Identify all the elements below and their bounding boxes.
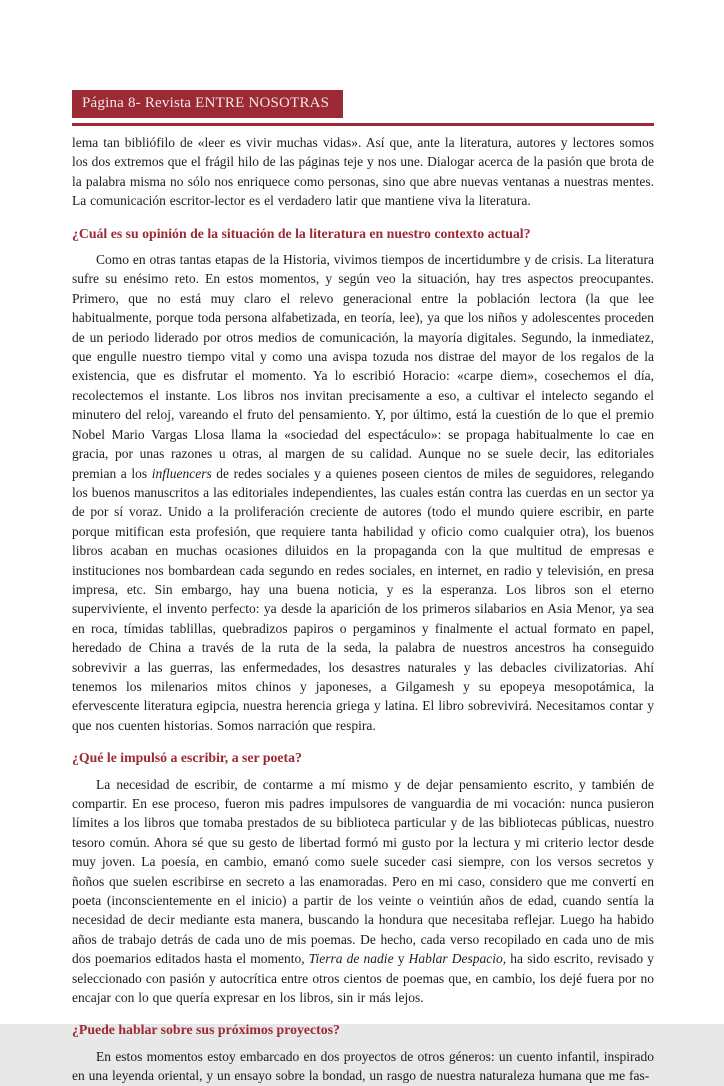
question-heading-why-write: ¿Qué le impulsó a escribir, a ser poeta? [72, 750, 302, 766]
question-heading-literature-context: ¿Cuál es su opinión de la situación de la literatura en nuestro contexto actual? [72, 225, 531, 241]
answer-paragraph-next-projects: En estos momentos estoy embarcado en dos proyectos de otros géneros: un cuento infantil, inspirado en una leyenda oriental, y un ensayo sobre la bondad, un rasgo de nuestra naturaleza humana que me fas- [72, 1048, 654, 1084]
intro-paragraph: lema tan bibliófilo de «leer es vivir muchas vidas». Así que, ante la literatura, autores y lectores somos los dos extremos que el frágil hilo de las páginas teje y nos une. Dialogar acerca de la pasión que brota de la palabra misma no sólo nos enriquece como personas, sino que abre nuevas ventanas a nuestras mentes. La comunicación escritor-lector es el verdadero latir que mantiene viva la literatura. [72, 135, 654, 209]
interview-article [72, 133, 654, 1086]
header-rule [72, 123, 654, 126]
question-heading-next-projects: ¿Puede hablar sobre sus próximos proyectos? [72, 1022, 340, 1038]
page-header-band [72, 90, 343, 118]
page-header-label: Página 8- Revista ENTRE NOSOTRAS [82, 95, 330, 111]
answer-paragraph-literature-context: Como en otras tantas etapas de la Historia, vivimos tiempos de incertidumbre y de crisis. La literatura sufre su enésimo reto. En estos momentos, y según veo la situación, hay tres aspectos preocupantes. Primero, que no está muy claro el relevo generacional entre la población lectora (la que lee habitualmente, porque toda persona alfabetizada, en teoría, lee), ya que los niños y adolescentes proceden de un periodo liderado por otros medios de comunicación, la mayoría digitales. Segundo, la inmediatez, que engulle nuestro tiempo vital y como una avispa tozuda nos distrae del mayor de los regalos de la existencia, que es disfrutar el momento. Ya lo escribió Horacio: «carpe diem», cosechemos el día, recolectemos el instante. Los libros nos invitan precisamente a eso, a cultivar el intelecto segando el minutero del reloj, vareando el fruto del pensamiento. Y, por último, está la cuestión de lo que el premio Nobel Mario Vargas Llosa llama la «sociedad del espectáculo»: se propaga habitualmente lo cae en gracia, por unas razones u otras, al margen de su calidad. Aunque no se suele decir, las editoriales premian a los influencers de redes sociales y a quienes poseen cientos de miles de seguidores, relegando los buenos manuscritos a las editoriales independientes, las cuales están contra las cuerdas en un sector ya de por sí voraz. Unido a la proliferación creciente de autores (todo el mundo quiere escribir, en parte porque mitifican esta profesión, que requiere tanta habilidad y oficio como cualquier otra), los buenos libros acaban en muchas ocasiones diluidos en la propaganda con la que multitud de empresas e instituciones nos bombardean cada segundo en redes sociales, en internet, en radio y televisión, en presa impresa, etc. Sin embargo, hay una buena noticia, y es la esperanza. Los libros son el eterno superviviente, el invento perfecto: ya desde la aparición de los primeros silabarios en Asia Menor, ya sea en roca, tímidas tablillas, quebradizos papiros o pergaminos y finalmente el actual formato en papel, heredado de China a través de la ruta de la seda, la palabra de nuestros ancestros ha conseguido sobrevivir a las guerras, las enfermedades, los desastres naturales y las debacles civilizatorias. Ahí tenemos los milenarios mitos chinos y japoneses, a Gilgamesh y su epopeya mesopotámica, la efervescente literatura egipcia, nuestra herencia griega y latina. El libro sobrevivirá. Necesitamos contar y que nos cuenten historias. Somos narración que respira. [72, 252, 654, 733]
answer-paragraph-why-write: La necesidad de escribir, de contarme a mí mismo y de dejar pensamiento escrito, y también de compartir. En ese proceso, fueron mis padres impulsores de vanguardia de mi vocación: nunca pusieron límites a los libros que tomaba prestados de su biblioteca particular y de las bibliotecas públicas, nuestro tesoro común. Ahora sé que su gesto de libertad formó mi gusto por la lectura y mi criterio lector desde muy joven. La poesía, en cambio, emanó como suele suceder casi siempre, con los versos secretos y ñoños que suelen escribirse en secreto a las enamoradas. Pero en mi caso, considero que me convertí en poeta (inconscientemente en el inicio) a partir de los veinte o veintiún años de edad, cuando sentía la necesidad de decir mediante esta manera, buscando la hondura que necesitaba reflejar. Luego ha habido años de trabajo detrás de cada uno de mis poemas. De hecho, cada verso recopilado en cada uno de mis dos poemarios editados hasta el momento, Tierra de nadie y Hablar Despacio, ha sido escrito, revisado y seleccionado con pasión y autocrítica entre otros cientos de poemas que, en cambio, los dejé fuera por no encajar con lo que quería expresar en los libros, sin ir más lejos. [72, 776, 655, 1006]
page-content [72, 90, 654, 1086]
